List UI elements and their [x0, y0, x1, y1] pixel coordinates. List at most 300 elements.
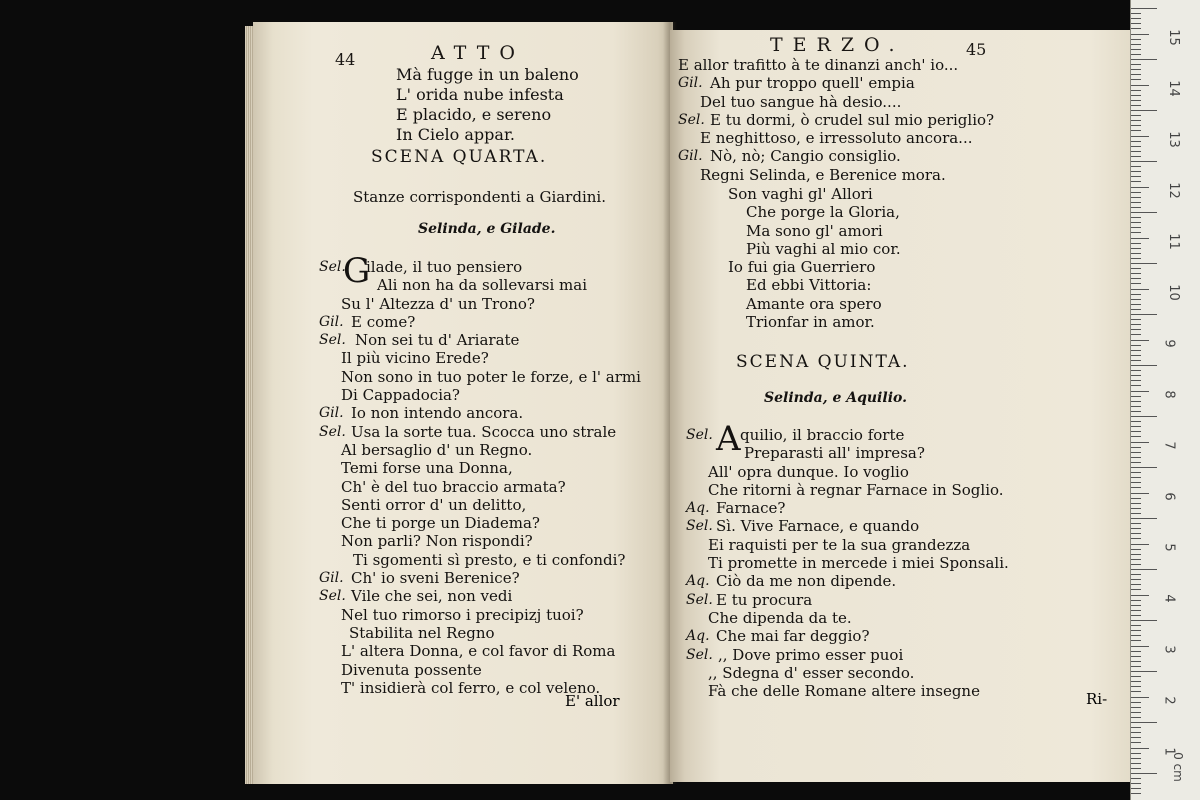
- ruler-tick: [1131, 334, 1141, 335]
- ruler-tick: [1131, 130, 1141, 131]
- ruler-tick: [1131, 421, 1141, 422]
- ruler-tick: [1131, 651, 1141, 652]
- ruler-tick: [1131, 176, 1141, 177]
- ruler-tick: [1131, 493, 1149, 494]
- ruler-tick: [1131, 115, 1141, 116]
- left-running-head: ATTO: [431, 42, 525, 64]
- ruler-tick: [1131, 171, 1141, 172]
- verse-text: E allor trafitto à te dinanzi anch' io...: [678, 56, 959, 74]
- speaker-label: Gil.: [678, 148, 703, 165]
- ruler-tick: [1131, 370, 1141, 371]
- verse-text: Io non intendo ancora.: [351, 404, 524, 423]
- ruler-tick: [1131, 74, 1141, 75]
- ruler-tick: [1131, 595, 1149, 596]
- ruler-tick: [1131, 533, 1141, 534]
- ruler-tick: [1131, 44, 1141, 45]
- dialogue-line: [319, 642, 649, 660]
- verse-text: E come?: [351, 312, 416, 331]
- ruler-tick: [1131, 258, 1141, 259]
- ruler-tick: [1131, 416, 1157, 417]
- ruler-tick: [1131, 793, 1141, 794]
- ruler-tick: [1131, 457, 1141, 458]
- ruler-tick: [1131, 498, 1141, 499]
- ruler-tick: [1131, 120, 1141, 121]
- ruler-number: 1: [1161, 747, 1177, 756]
- dialogue-line: [319, 532, 649, 550]
- dialogue-line: [686, 609, 1116, 627]
- ruler-tick: [1131, 742, 1141, 743]
- verse-line: Mà fugge in un baleno: [396, 65, 579, 84]
- verse-text: Ch' è del tuo braccio armata?: [341, 477, 566, 496]
- ruler-tick: [1131, 28, 1141, 29]
- ruler-tick: [1131, 23, 1141, 24]
- ruler-tick: [1131, 243, 1141, 244]
- ruler-tick: [1131, 615, 1141, 616]
- ruler-tick: [1131, 212, 1157, 213]
- speaker-label: Sel.: [678, 111, 705, 128]
- ruler-tick: [1131, 69, 1141, 70]
- dialogue-line: [319, 587, 649, 605]
- ruler-tick: [1131, 289, 1149, 290]
- ruler-tick: [1131, 477, 1141, 478]
- dialogue-line: [678, 74, 1118, 92]
- ruler-tick: [1131, 345, 1141, 346]
- verse-text: T' insidierà col ferro, e col veleno.: [341, 678, 601, 697]
- ruler-tick: [1131, 79, 1141, 80]
- ruler-tick: [1131, 442, 1149, 443]
- ruler-tick: [1131, 385, 1141, 386]
- ruler-tick: [1131, 304, 1141, 305]
- dialogue-line: [319, 295, 649, 313]
- speaker-label: Sel.: [319, 259, 346, 275]
- ruler-number: 7: [1161, 441, 1177, 450]
- verse-text: Il più vicino Erede?: [341, 349, 489, 368]
- dialogue-line: [319, 459, 649, 477]
- ruler-tick: [1131, 187, 1149, 188]
- ruler-tick: [1131, 248, 1141, 249]
- verse-text: Farnace?: [716, 499, 786, 518]
- verse-text: Che mai far deggio?: [716, 627, 870, 646]
- dialogue-line: [319, 276, 649, 294]
- ruler-number: 8: [1161, 390, 1177, 399]
- dialogue-line: [319, 313, 649, 331]
- verse-text: Usa la sorte tua. Scocca uno strale: [351, 422, 617, 441]
- dialogue-line: [686, 627, 1116, 645]
- ruler-tick: [1131, 518, 1157, 519]
- ruler-tick: [1131, 49, 1141, 50]
- ruler-tick: [1131, 584, 1141, 585]
- ruler-tick: [1131, 314, 1157, 315]
- ruler-number: 15: [1165, 29, 1181, 46]
- dialogue-line: [686, 682, 1116, 700]
- ruler-tick: [1131, 523, 1141, 524]
- ruler-number: 12: [1165, 182, 1181, 199]
- ruler-tick: [1131, 64, 1141, 65]
- ruler-tick: [1131, 569, 1157, 570]
- ruler-tick: [1131, 309, 1141, 310]
- ruler-tick: [1131, 681, 1141, 682]
- ruler-number: 14: [1165, 80, 1181, 97]
- verse-text: Ali non ha da sollevarsi mai: [377, 276, 588, 295]
- dialogue-line: [319, 661, 649, 679]
- speaker-label: Sel.: [686, 591, 713, 608]
- ruler-tick: [1131, 329, 1141, 330]
- ruler-tick: [1131, 59, 1157, 60]
- ruler-tick: [1131, 396, 1141, 397]
- verse-text: Al bersaglio d' un Regno.: [341, 440, 533, 459]
- ruler-tick: [1131, 141, 1141, 142]
- verse-text: quilio, il braccio forte: [740, 426, 905, 444]
- dialogue-line: [319, 478, 649, 496]
- ruler-tick: [1131, 625, 1141, 626]
- verse-text: All' opra dunque. Io voglio: [708, 462, 909, 481]
- right-characters: Selinda, e Aquilio.: [764, 390, 907, 406]
- ruler-tick: [1131, 181, 1141, 182]
- right-aria: [728, 185, 901, 331]
- ruler-tick: [1131, 238, 1149, 239]
- ruler-number: 13: [1165, 131, 1181, 148]
- aria-line: Trionfar in amor.: [746, 313, 875, 332]
- dialogue-line: [319, 514, 649, 532]
- ruler-tick: [1131, 538, 1141, 539]
- ruler-unit-label: 0 cm: [1170, 752, 1185, 782]
- ruler-tick: [1131, 589, 1141, 590]
- ruler-tick: [1131, 232, 1141, 233]
- ruler-tick: [1131, 375, 1141, 376]
- ruler-tick: [1131, 482, 1141, 483]
- left-scene-title: SCENA QUARTA.: [371, 147, 548, 167]
- ruler-tick: [1131, 732, 1141, 733]
- ruler-tick: [1131, 671, 1157, 672]
- ruler-tick: [1131, 630, 1141, 631]
- ruler-tick: [1131, 161, 1157, 162]
- speaker-label: Aq.: [686, 500, 710, 517]
- right-page-number: 45: [966, 40, 987, 59]
- ruler-tick: [1131, 600, 1141, 601]
- open-book: [245, 22, 1140, 787]
- dialogue-line: [319, 551, 649, 569]
- drop-capital: G: [343, 251, 371, 291]
- dialogue-line: [319, 368, 649, 386]
- speaker-label: Sel.: [319, 332, 346, 349]
- ruler-tick: [1131, 635, 1141, 636]
- ruler-tick: [1131, 691, 1141, 692]
- ruler-tick: [1131, 610, 1141, 611]
- ruler-tick: [1131, 34, 1149, 35]
- ruler-tick: [1131, 110, 1157, 111]
- verse-text: Divenuta possente: [341, 660, 482, 679]
- ruler-tick: [1131, 319, 1141, 320]
- ruler-number: 10: [1165, 284, 1181, 301]
- verse-line: L' orida nube infesta: [396, 85, 564, 104]
- ruler-tick: [1131, 559, 1141, 560]
- ruler-tick: [1131, 360, 1141, 361]
- verse-text: Nò, nò; Cangio consiglio.: [710, 147, 901, 166]
- verse-text: E tu dormi, ò crudel sul mio periglio?: [710, 110, 995, 129]
- dialogue-line: [678, 147, 1118, 165]
- right-dialogue-top: [678, 56, 1118, 184]
- verse-text: Fà che delle Romane altere insegne: [708, 682, 980, 701]
- verse-text: E neghittoso, e irressoluto ancora...: [700, 129, 973, 148]
- dialogue-line: [319, 404, 649, 422]
- ruler-tick: [1131, 554, 1141, 555]
- verse-text: E tu procura: [716, 590, 813, 609]
- dialogue-line: [686, 646, 1116, 664]
- aria-line: Son vaghi gl' Allori: [728, 185, 873, 203]
- ruler-tick: [1131, 549, 1141, 550]
- ruler-tick: [1131, 18, 1141, 19]
- ruler-tick: [1131, 350, 1141, 351]
- aria-line: Io fui gia Guerriero: [728, 258, 876, 277]
- dialogue-line: [319, 349, 649, 367]
- speaker-label: Sel.: [686, 427, 713, 443]
- ruler-tick: [1131, 202, 1141, 203]
- dialogue-line: [678, 56, 1118, 74]
- speaker-label: Gil.: [319, 313, 344, 330]
- ruler-tick: [1131, 217, 1141, 218]
- ruler-tick: [1131, 294, 1141, 295]
- ruler-tick: [1131, 151, 1141, 152]
- verse-text: Che dipenda da te.: [708, 608, 852, 627]
- ruler-tick: [1131, 391, 1149, 392]
- ruler-tick: [1131, 513, 1141, 514]
- ruler-tick: [1131, 661, 1141, 662]
- right-catchword: Ri-: [1086, 690, 1108, 708]
- ruler-tick: [1131, 268, 1141, 269]
- ruler-tick: [1131, 773, 1157, 774]
- dialogue-line: [686, 517, 1116, 535]
- ruler-tick: [1131, 462, 1141, 463]
- ruler-tick: [1131, 707, 1141, 708]
- verse-text: Che ritorni à regnar Farnace in Soglio.: [708, 480, 1004, 499]
- verse-text: Stabilita nel Regno: [349, 623, 495, 642]
- ruler-tick: [1131, 136, 1149, 137]
- ruler-tick: [1131, 222, 1141, 223]
- ruler-tick: [1131, 125, 1141, 126]
- ruler-number: 3: [1161, 645, 1177, 654]
- verse-text: Ch' io sveni Berenice?: [351, 569, 520, 588]
- ruler-tick: [1131, 656, 1141, 657]
- verse-line: In Cielo appar.: [396, 125, 515, 144]
- aria-line: Amante ora spero: [746, 294, 882, 313]
- ruler-tick: [1131, 100, 1141, 101]
- aria-line: Che porge la Gloria,: [746, 203, 900, 222]
- left-page-number: 44: [335, 50, 356, 69]
- left-catchword: E' allor: [565, 692, 620, 710]
- ruler-tick: [1131, 8, 1157, 9]
- verse-text: Ciò da me non dipende.: [716, 572, 897, 591]
- verse-text: Ti promette in mercede i miei Sponsali.: [708, 554, 1009, 573]
- speaker-label: Gil.: [319, 570, 344, 587]
- verse-text: Di Cappadocia?: [341, 386, 460, 405]
- ruler-tick: [1131, 697, 1149, 698]
- ruler-tick: [1131, 768, 1141, 769]
- verse-text: Temi forse una Donna,: [341, 459, 513, 478]
- ruler-tick: [1131, 605, 1141, 606]
- left-page: [253, 22, 673, 784]
- ruler-tick: [1131, 737, 1141, 738]
- ruler-tick: [1131, 411, 1141, 412]
- dialogue-line: [686, 444, 1116, 462]
- ruler-tick: [1131, 544, 1149, 545]
- ruler-tick: [1131, 146, 1141, 147]
- ruler-tick: [1131, 748, 1149, 749]
- dialogue-line: [686, 572, 1116, 590]
- verse-text: Che ti porge un Diadema?: [341, 514, 540, 533]
- ruler-tick: [1131, 722, 1157, 723]
- ruler-tick: [1131, 340, 1149, 341]
- ruler-number: 2: [1161, 696, 1177, 705]
- ruler-tick: [1131, 758, 1141, 759]
- speaker-label: Gil.: [319, 405, 344, 422]
- ruler-tick: [1131, 39, 1141, 40]
- ruler-tick: [1131, 574, 1141, 575]
- verse-text: Non sei tu d' Ariarate: [355, 331, 520, 350]
- ruler-tick: [1131, 686, 1141, 687]
- ruler-tick: [1131, 640, 1141, 641]
- verse-text: Senti orror d' un delitto,: [341, 495, 527, 514]
- ruler-tick: [1131, 85, 1149, 86]
- right-scene-title: SCENA QUINTA.: [736, 352, 910, 372]
- verse-text: Del tuo sangue hà desio....: [700, 92, 902, 111]
- verse-text: Sì. Vive Farnace, e quando: [716, 517, 920, 536]
- measurement-ruler: [1130, 0, 1200, 800]
- verse-text: Preparasti all' impresa?: [744, 444, 925, 463]
- ruler-tick: [1131, 156, 1141, 157]
- ruler-tick: [1131, 401, 1141, 402]
- ruler-tick: [1131, 227, 1141, 228]
- drop-capital: A: [716, 419, 741, 459]
- ruler-tick: [1131, 436, 1141, 437]
- aria-line: Ma sono gl' amori: [746, 221, 883, 240]
- ruler-tick: [1131, 90, 1141, 91]
- speaker-label: Sel.: [319, 423, 346, 440]
- ruler-tick: [1131, 426, 1141, 427]
- ruler-tick: [1131, 783, 1141, 784]
- ruler-tick: [1131, 508, 1141, 509]
- verse-text: Ti sgomenti sì presto, e ti confondi?: [353, 550, 626, 569]
- dialogue-line: [686, 554, 1116, 572]
- ruler-tick: [1131, 579, 1141, 580]
- dialogue-line: [319, 624, 649, 642]
- ruler-tick: [1131, 380, 1141, 381]
- ruler-tick: [1131, 564, 1141, 565]
- ruler-tick: [1131, 528, 1141, 529]
- verse-text: Vile che sei, non vedi: [351, 587, 513, 606]
- verse-text: ,, Sdegna d' esser secondo.: [708, 663, 915, 682]
- ruler-tick: [1131, 788, 1141, 789]
- dialogue-line: [678, 166, 1118, 184]
- ruler-tick: [1131, 365, 1157, 366]
- ruler-number: 6: [1161, 492, 1177, 501]
- ruler-tick: [1131, 763, 1141, 764]
- aria-line: Ed ebbi Vittoria:: [746, 276, 872, 295]
- ruler-tick: [1131, 105, 1141, 106]
- dialogue-line: [319, 441, 649, 459]
- ruler-tick: [1131, 207, 1141, 208]
- verse-text: ,, Dove primo esser puoi: [718, 645, 904, 664]
- ruler-tick: [1131, 192, 1141, 193]
- dialogue-line: [319, 606, 649, 624]
- ruler-tick: [1131, 197, 1141, 198]
- ruler-tick: [1131, 253, 1141, 254]
- dialogue-line: [686, 481, 1116, 499]
- ruler-tick: [1131, 666, 1141, 667]
- verse-line: E placido, e sereno: [396, 105, 552, 124]
- ruler-tick: [1131, 283, 1141, 284]
- ruler-number: 11: [1165, 233, 1181, 250]
- ruler-tick: [1131, 778, 1141, 779]
- ruler-number: 9: [1161, 339, 1177, 348]
- ruler-tick: [1131, 406, 1141, 407]
- ruler-tick: [1131, 299, 1141, 300]
- ruler-tick: [1131, 503, 1141, 504]
- verse-text: L' altera Donna, e col favor di Roma: [341, 642, 616, 661]
- ruler-number: 4: [1161, 594, 1177, 603]
- ruler-tick: [1131, 13, 1141, 14]
- dialogue-line: [686, 463, 1116, 481]
- ruler-tick: [1131, 620, 1157, 621]
- verse-text: Ei raquisti per te la sua grandezza: [708, 535, 971, 554]
- ruler-tick: [1131, 431, 1141, 432]
- ruler-tick: [1131, 727, 1141, 728]
- ruler-tick: [1131, 324, 1141, 325]
- left-dialogue: [319, 251, 649, 697]
- dialogue-line: [678, 93, 1118, 111]
- ruler-tick: [1131, 702, 1141, 703]
- verse-text: ilade, il tuo pensiero: [366, 258, 523, 276]
- ruler-tick: [1131, 472, 1141, 473]
- dialogue-line: [686, 591, 1116, 609]
- right-page: [670, 30, 1130, 782]
- speaker-label: Sel.: [686, 518, 713, 535]
- ruler-tick: [1131, 452, 1141, 453]
- verse-text: Su l' Altezza d' un Trono?: [341, 294, 535, 313]
- dialogue-line: [319, 496, 649, 514]
- dialogue-line: [319, 423, 649, 441]
- ruler-tick: [1131, 355, 1141, 356]
- speaker-label: Gil.: [678, 75, 703, 92]
- ruler-tick: [1131, 447, 1141, 448]
- speaker-label: Sel.: [686, 646, 713, 663]
- aria-line: Più vaghi al mio cor.: [746, 239, 901, 258]
- ruler-number: 5: [1161, 543, 1177, 552]
- verse-text: Nel tuo rimorso i precipizj tuoi?: [341, 605, 584, 624]
- speaker-label: Aq.: [686, 628, 710, 645]
- ruler-tick: [1131, 54, 1141, 55]
- ruler-tick: [1131, 753, 1141, 754]
- ruler-tick: [1131, 263, 1157, 264]
- dialogue-line: [678, 129, 1118, 147]
- ruler-tick: [1131, 278, 1141, 279]
- right-running-head: TERZO.: [770, 34, 905, 56]
- ruler-tick: [1131, 712, 1141, 713]
- left-characters: Selinda, e Gilade.: [418, 221, 556, 237]
- ruler-tick: [1131, 467, 1157, 468]
- verse-text: Ah pur troppo quell' empia: [710, 74, 915, 93]
- ruler-tick: [1131, 487, 1141, 488]
- ruler-tick: [1131, 676, 1141, 677]
- verse-text: Non sono in tuo poter le forze, e l' armi: [341, 367, 641, 386]
- speaker-label: Sel.: [319, 588, 346, 605]
- right-dialogue: [686, 419, 1116, 701]
- dialogue-line: [678, 111, 1118, 129]
- dialogue-line: [319, 386, 649, 404]
- ruler-tick: [1131, 717, 1141, 718]
- ruler-tick: [1131, 273, 1141, 274]
- verse-text: Regni Selinda, e Berenice mora.: [700, 165, 946, 184]
- dialogue-line: [686, 536, 1116, 554]
